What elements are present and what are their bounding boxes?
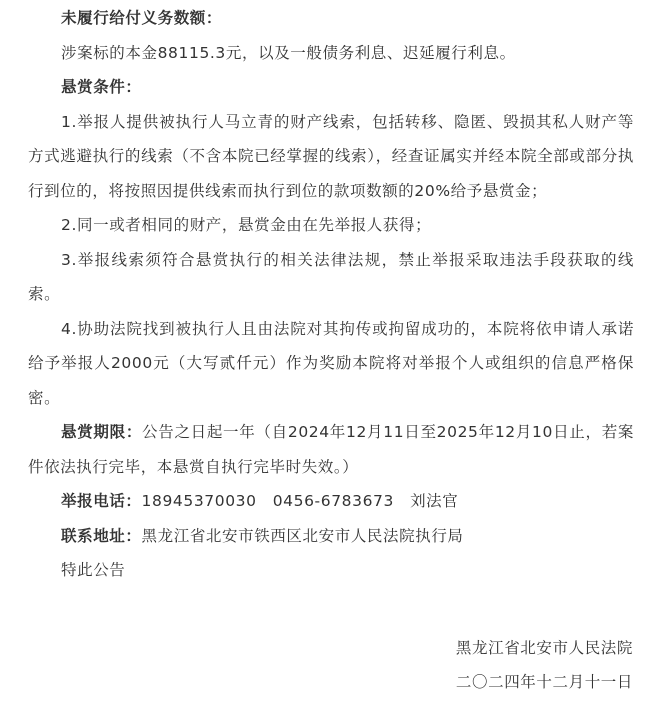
unfulfilled-heading: 未履行给付义务数额： bbox=[61, 9, 223, 27]
report-phone-text: 18945370030 0456-6783673 刘法官 bbox=[141, 492, 459, 510]
court-signature: 黑龙江省北安市人民法院 bbox=[455, 639, 633, 657]
contact-address-text: 黑龙江省北安市铁西区北安市人民法院执行局 bbox=[141, 526, 464, 545]
contact-address bbox=[28, 519, 634, 554]
condition-item-2: 2.同一或者相同的财产，悬赏金由在先举报人获得； bbox=[61, 216, 432, 234]
reward-period-label: 悬赏期限： bbox=[61, 423, 143, 441]
report-phone-label: 举报电话： bbox=[61, 492, 142, 510]
condition-item-4: 4.协助法院找到被执行人且由法院对其拘传或拘留成功的，本院将依申请人承诺给予举报人2000元（大写贰仟元）作为奖励本院将对举报个人或组织的信息严格保密。 bbox=[28, 319, 634, 407]
reward-period bbox=[28, 415, 634, 484]
conditions-heading: 悬赏条件： bbox=[61, 78, 142, 96]
closing-text: 特此公告 bbox=[61, 561, 126, 579]
contact-address-label: 联系地址： bbox=[61, 526, 142, 545]
announcement-body bbox=[28, 0, 634, 588]
condition-item-3: 3.举报线索须符合悬赏执行的相关法律法规，禁止举报采取违法手段获取的线索。 bbox=[28, 250, 634, 303]
reward-period-text: 公告之日起一年（自2024年12月11日至2025年12月10日止，若案件依法执行完毕，本悬赏自执行完毕时失效。） bbox=[28, 423, 634, 476]
condition-item-1: 1.举报人提供被执行人马立青的财产线索，包括转移、隐匿、毁损其私人财产等方式逃避执行的线索（不含本院已经掌握的线索），经查证属实并经本院全部或部分执行到位的，将按照因提供线索而执行到位的款项数额的20%给予悬赏金； bbox=[28, 112, 634, 200]
unfulfilled-text: 涉案标的本金88115.3元，以及一般债务利息、迟延履行利息。 bbox=[61, 43, 516, 62]
report-phone bbox=[28, 484, 634, 519]
signature-date: 二〇二四年十二月十一日 bbox=[455, 673, 633, 691]
